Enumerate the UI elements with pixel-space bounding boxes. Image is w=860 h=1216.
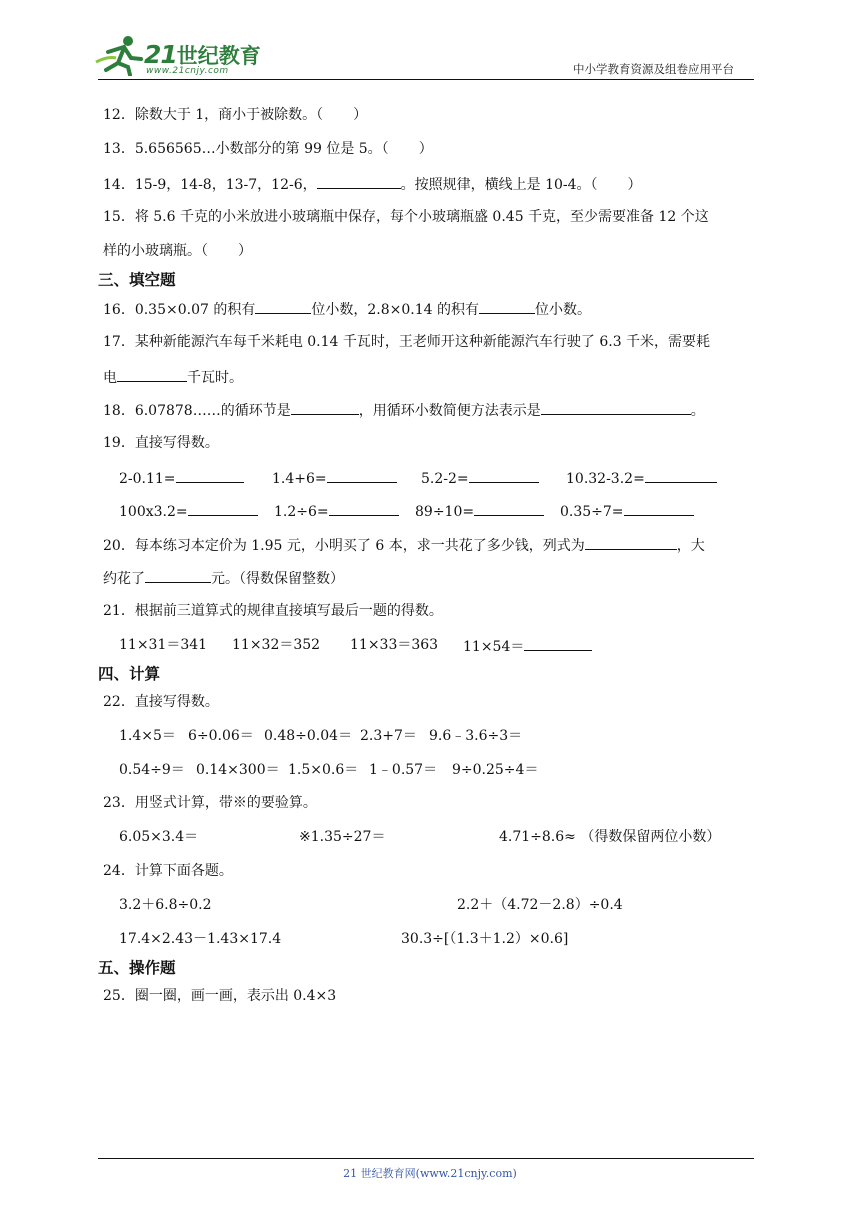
- question-14: 14．15-9，14-8，13-7，12-6， 。按照规律，横线上是 10-4。（ ）: [103, 174, 642, 194]
- q22-item: 0.14×300＝: [196, 762, 280, 778]
- answer-blank[interactable]: [145, 568, 211, 583]
- answer-blank[interactable]: [585, 535, 677, 550]
- answer-blank[interactable]: [329, 501, 399, 516]
- question-20-line2: 约花了 元。（得数保留整数）: [103, 568, 344, 588]
- answer-blank[interactable]: [117, 367, 187, 382]
- q22-item: 0.54÷9＝: [119, 762, 185, 778]
- q19-item: 100x3.2=: [119, 501, 258, 521]
- answer-blank[interactable]: [645, 468, 717, 483]
- logo-chinese: 世纪教育: [176, 44, 261, 68]
- question-16: 16．0.35×0.07 的积有 位小数，2.8×0.14 的积有 位小数。: [103, 299, 591, 319]
- answer-blank[interactable]: [291, 400, 359, 415]
- q21-item: 11×31＝341: [119, 637, 208, 653]
- question-15-line2: 样的小玻璃瓶。（ ）: [103, 243, 252, 259]
- question-19: 19．直接写得数。: [103, 435, 219, 451]
- q19-item: 89÷10=: [415, 501, 544, 521]
- q24-item: 3.2＋6.8÷0.2: [119, 897, 212, 913]
- q19-item: 2-0.11=: [119, 468, 244, 488]
- answer-blank[interactable]: [479, 299, 535, 314]
- q24-item: 30.3÷[（1.3＋1.2）×0.6]: [401, 931, 569, 947]
- answer-blank[interactable]: [474, 501, 544, 516]
- q22-item: 9÷0.25÷4＝: [452, 762, 539, 778]
- answer-blank[interactable]: [524, 636, 592, 651]
- q23-item: ※1.35÷27＝: [299, 829, 386, 845]
- q21-item: 11×54＝: [463, 636, 592, 656]
- q19-item: 0.35÷7=: [560, 501, 694, 521]
- answer-blank[interactable]: [327, 468, 397, 483]
- answer-blank[interactable]: [176, 468, 244, 483]
- question-13: 13．5.656565…小数部分的第 99 位是 5。（ ）: [103, 141, 433, 157]
- logo-number: 21: [144, 40, 177, 69]
- q22-item: 0.48÷0.04＝: [264, 728, 353, 744]
- answer-blank[interactable]: [469, 468, 539, 483]
- logo-url: www.21cnjy.com: [146, 66, 229, 76]
- q24-item: 2.2＋（4.72－2.8）÷0.4: [457, 897, 623, 913]
- q22-item: 9.6﹣3.6÷3＝: [429, 728, 523, 744]
- question-12: 12．除数大于 1，商小于被除数。（ ）: [103, 107, 368, 123]
- footer-divider: [98, 1158, 754, 1159]
- question-21: 21．根据前三道算式的规律直接填写最后一题的得数。: [103, 603, 443, 619]
- q23-item: 6.05×3.4＝: [119, 829, 199, 845]
- q24-item: 17.4×2.43－1.43×17.4: [119, 931, 282, 947]
- answer-blank[interactable]: [255, 299, 311, 314]
- header-divider: [98, 79, 754, 80]
- q22-item: 2.3+7＝: [360, 728, 417, 744]
- q22-item: 1.4×5＝: [119, 728, 176, 744]
- q19-item: 1.2÷6=: [274, 501, 399, 521]
- section-3-title: 三、填空题: [98, 271, 176, 289]
- section-5-title: 五、操作题: [98, 959, 176, 977]
- section-4-title: 四、计算: [98, 665, 161, 683]
- footer-text: 21 世纪教育网(www.21cnjy.com): [343, 1167, 517, 1180]
- q19-item: 1.4+6=: [272, 468, 397, 488]
- q22-item: 6÷0.06＝: [188, 728, 254, 744]
- runner-logo-icon: [94, 34, 146, 76]
- question-23: 23．用竖式计算，带※的要验算。: [103, 795, 317, 811]
- question-20-line1: 20．每本练习本定价为 1.95 元，小明买了 6 本，求一共花了多少钱，列式为 ，大: [103, 535, 705, 555]
- answer-blank[interactable]: [541, 400, 691, 415]
- q23-item: 4.71÷8.6≈ （得数保留两位小数）: [499, 829, 721, 845]
- q22-item: 1﹣0.57＝: [369, 762, 438, 778]
- answer-blank[interactable]: [317, 174, 401, 189]
- question-24: 24．计算下面各题。: [103, 863, 233, 879]
- answer-blank[interactable]: [188, 501, 258, 516]
- header-platform-text: 中小学教育资源及组卷应用平台: [573, 62, 734, 76]
- q22-item: 1.5×0.6＝: [288, 762, 359, 778]
- q21-item: 11×32＝352: [232, 637, 321, 653]
- question-18: 18．6.07878……的循环节是 ，用循环小数简便方法表示是 。: [103, 400, 705, 420]
- q19-item: 5.2-2=: [421, 468, 539, 488]
- question-22: 22．直接写得数。: [103, 694, 219, 710]
- question-15-line1: 15．将 5.6 千克的小米放进小玻璃瓶中保存，每个小玻璃瓶盛 0.45 千克，至少需要准备 12 个这: [103, 209, 709, 225]
- question-17-line2: 电 千瓦时。: [103, 367, 243, 387]
- question-25: 25．圈一圈，画一画，表示出 0.4×3: [103, 988, 337, 1004]
- question-17-line1: 17．某种新能源汽车每千米耗电 0.14 千瓦时，王老师开这种新能源汽车行驶了 6.3 千米，需要耗: [103, 334, 711, 350]
- answer-blank[interactable]: [624, 501, 694, 516]
- q21-item: 11×33＝363: [350, 637, 439, 653]
- q19-item: 10.32-3.2=: [566, 468, 717, 488]
